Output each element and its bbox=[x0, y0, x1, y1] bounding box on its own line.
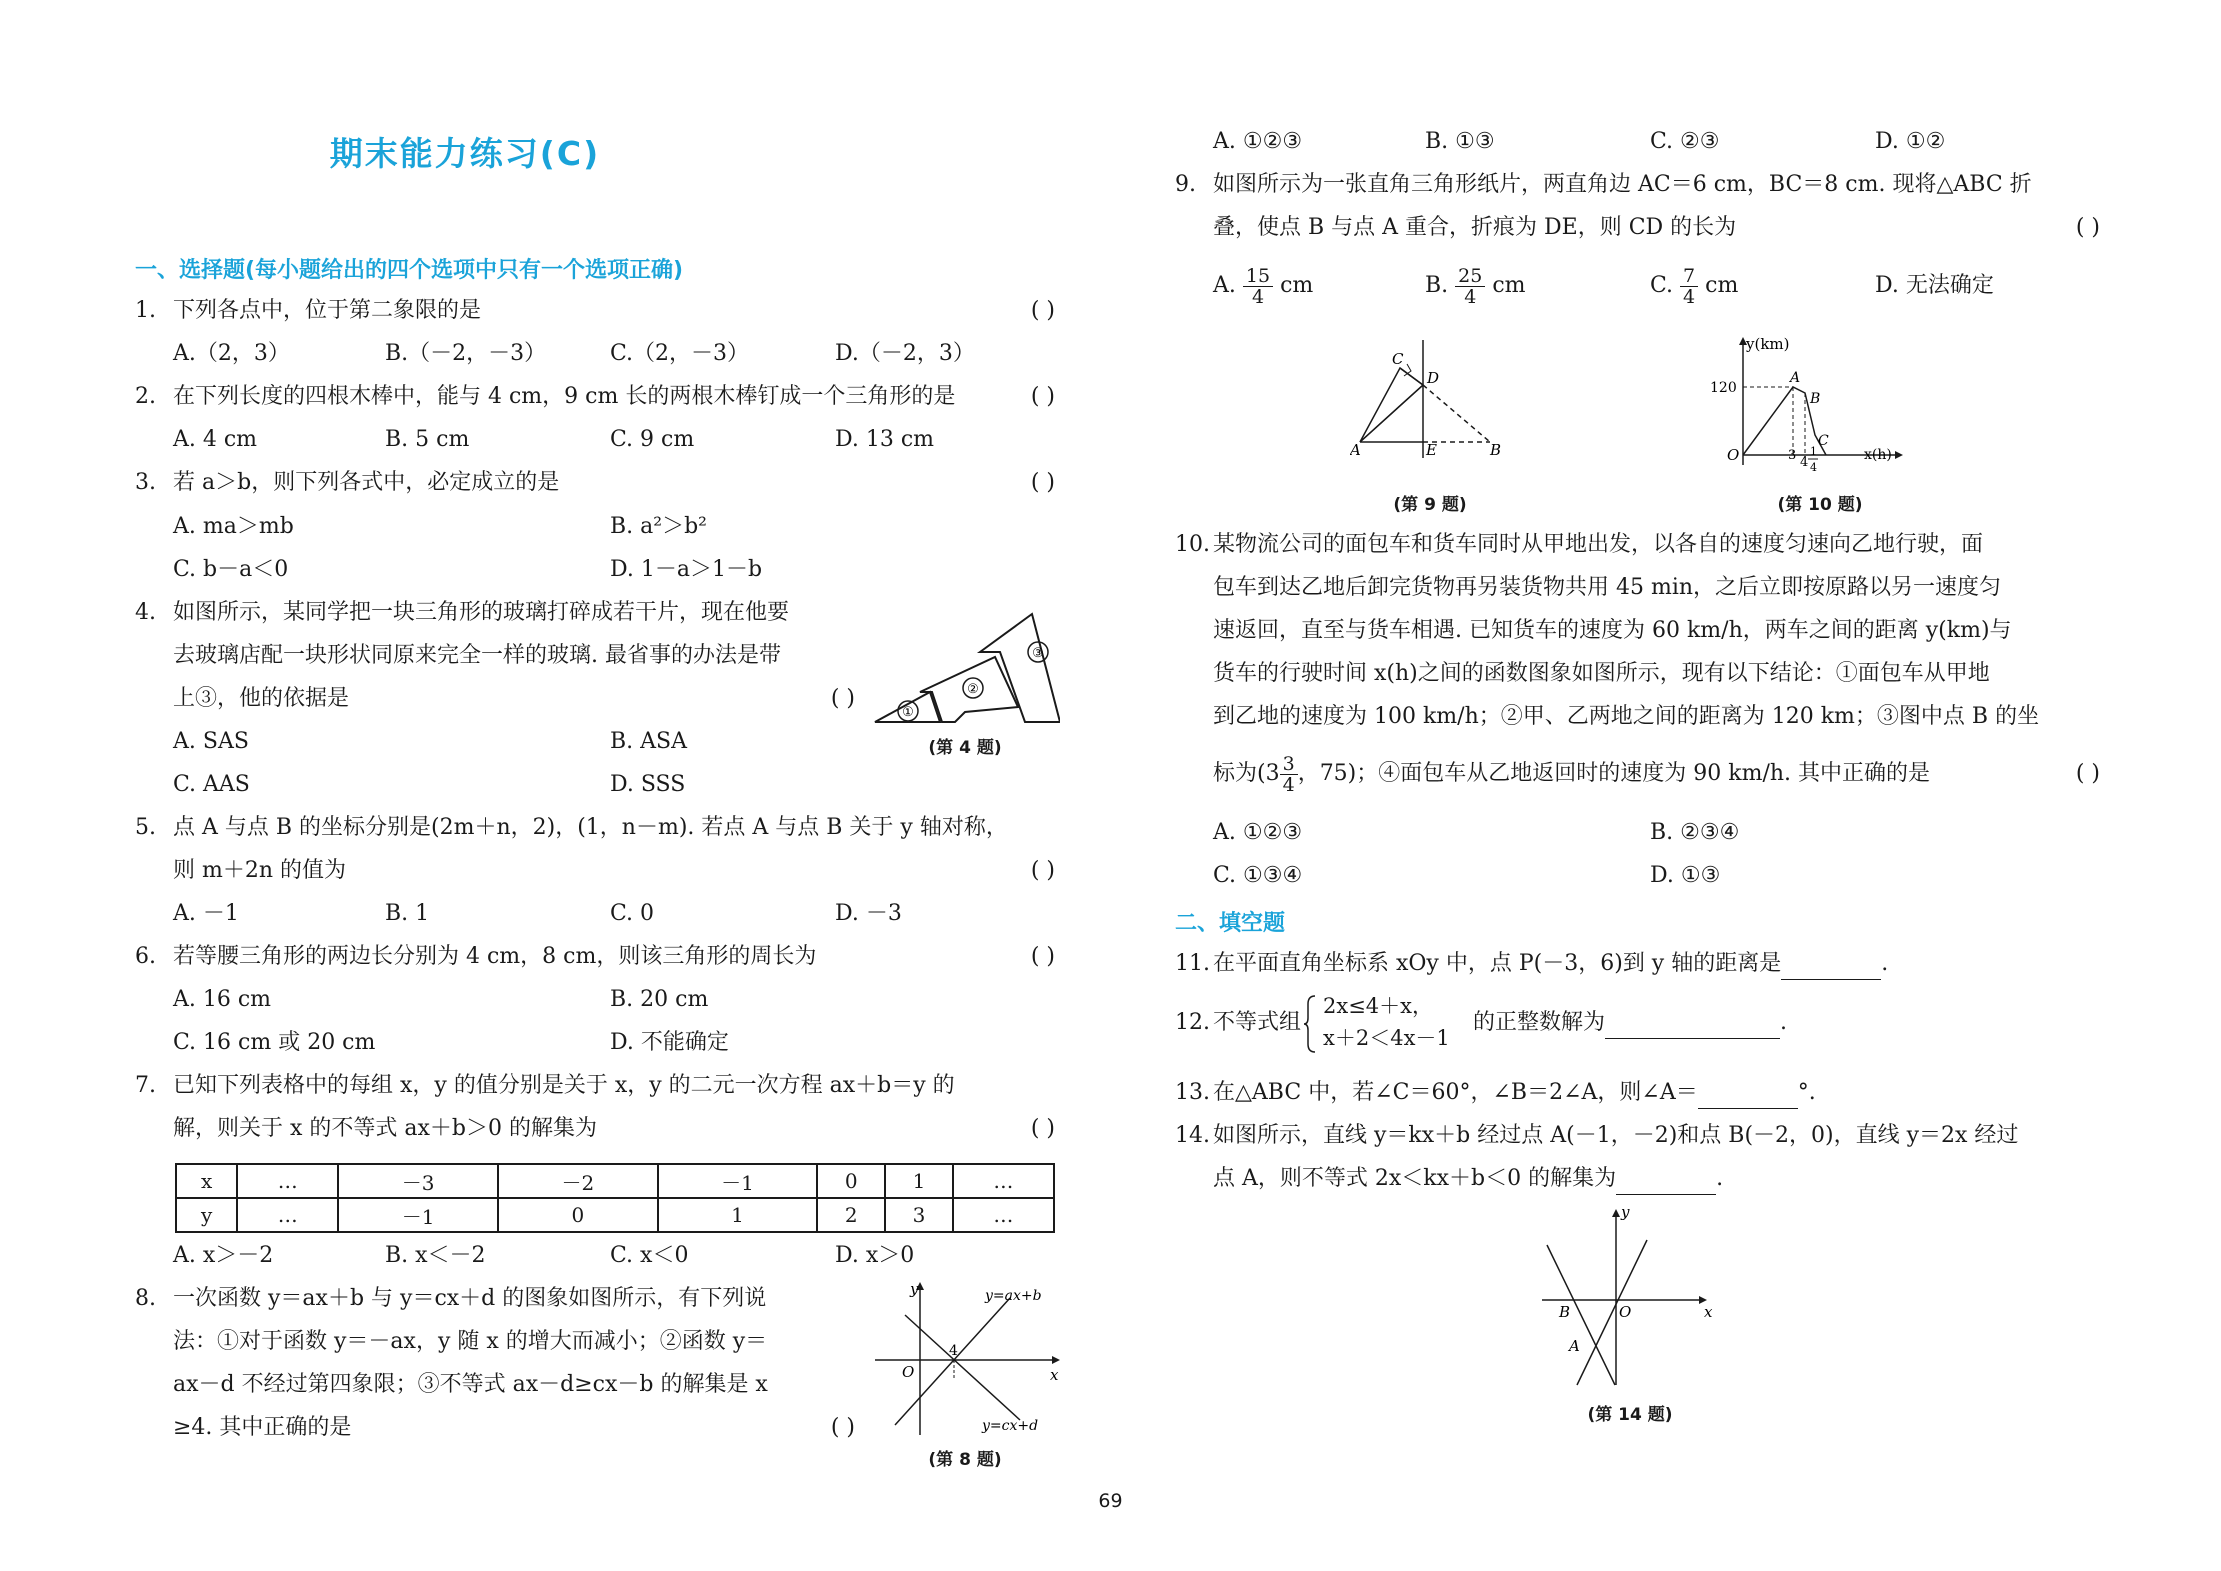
table-cell: 0 bbox=[498, 1198, 658, 1232]
segment-cd bbox=[1400, 368, 1423, 385]
option-b[interactable]: B. 20 cm bbox=[610, 987, 709, 1012]
page-title: 期末能力练习(C) bbox=[329, 134, 601, 173]
question-number: 3. bbox=[135, 470, 156, 495]
option-b[interactable]: B. ①③ bbox=[1425, 129, 1495, 154]
tick-frac-den: 4 bbox=[1810, 461, 1817, 474]
option-a[interactable]: A. 4 cm bbox=[173, 427, 258, 452]
glass-fragments-figure bbox=[870, 612, 1060, 727]
question-text: 速返回，直至与货车相遇. 已知货车的速度为 60 km/h，两车之间的距离 y(km)与 bbox=[1213, 618, 2012, 643]
fig-label-2: ② bbox=[967, 682, 979, 697]
unit: cm bbox=[1492, 273, 1526, 298]
folded-triangle-figure bbox=[1350, 340, 1540, 460]
option-a[interactable]: A. 16 cm bbox=[173, 987, 272, 1012]
question-text bbox=[1213, 949, 1888, 980]
question-text: 如图所示，直线 y＝kx＋b 经过点 A(－1，－2)和点 B(－2，0)，直线 y＝2x 经过 bbox=[1213, 1123, 2019, 1148]
question-text: 某物流公司的面包车和货车同时从甲地出发，以各自的速度匀速向乙地行驶，面 bbox=[1213, 532, 1984, 557]
question-number: 8. bbox=[135, 1286, 156, 1311]
answer-bracket[interactable]: ( ) bbox=[2075, 215, 2100, 240]
question-text: 到乙地的速度为 100 km/h；②甲、乙两地之间的距离为 120 km；③图中点 B 的坐 bbox=[1213, 704, 2040, 729]
line-kx-b bbox=[1547, 1245, 1615, 1385]
answer-bracket[interactable]: ( ) bbox=[1030, 470, 1055, 495]
answer-bracket[interactable]: ( ) bbox=[1030, 1116, 1055, 1141]
point-b: B bbox=[1810, 391, 1821, 407]
linear-functions-figure bbox=[870, 1280, 1060, 1440]
table-cell: －3 bbox=[338, 1164, 498, 1198]
answer-bracket[interactable]: ( ) bbox=[2075, 761, 2100, 786]
question-number: 5. bbox=[135, 815, 156, 840]
question-text: 下列各点中，位于第二象限的是 bbox=[173, 298, 482, 323]
option-c[interactable] bbox=[1650, 262, 1738, 310]
option-c[interactable]: C.（2，－3） bbox=[610, 341, 750, 366]
answer-bracket[interactable]: ( ) bbox=[1030, 858, 1055, 883]
x-axis-arrow bbox=[1895, 451, 1903, 459]
option-c[interactable]: C. ②③ bbox=[1650, 129, 1720, 154]
point-a: A bbox=[1790, 370, 1801, 386]
figure-caption-10: (第 10 题) bbox=[1777, 495, 1863, 515]
question-text: 已知下列表格中的每组 x，y 的值分别是关于 x，y 的二元一次方程 ax＋b＝y 的 bbox=[173, 1073, 955, 1098]
answer-blank[interactable] bbox=[1698, 1078, 1798, 1109]
tick-120: 120 bbox=[1710, 380, 1737, 396]
intersection-x-label: 4 bbox=[949, 1343, 958, 1359]
inequality-1: 2x≤4＋x， bbox=[1323, 994, 1434, 1018]
question-text: 法：①对于函数 y＝－ax，y 随 x 的增大而减小；②函数 y＝ bbox=[173, 1329, 768, 1354]
question-10-line6 bbox=[1175, 752, 2100, 796]
question-text: 则 m＋2n 的值为 bbox=[173, 858, 347, 883]
option-d[interactable]: D.（－2，3） bbox=[835, 341, 975, 366]
question-text: 不等式组 bbox=[1213, 1010, 1302, 1035]
fragment-3 bbox=[980, 614, 1060, 722]
y-axis-label: y bbox=[1621, 1205, 1630, 1221]
question-text: ax－d 不经过第四象限；③不等式 ax－d≥cx－b 的解集是 x bbox=[173, 1372, 768, 1397]
table-cell: 3 bbox=[885, 1198, 953, 1232]
table-cell: y bbox=[176, 1198, 237, 1232]
option-a[interactable]: A. SAS bbox=[173, 729, 249, 754]
question-text: 去玻璃店配一块形状同原来完全一样的玻璃. 最省事的办法是带 bbox=[173, 643, 781, 668]
option-letter: B. bbox=[1425, 273, 1449, 298]
option-a[interactable]: A. x＞－2 bbox=[173, 1243, 274, 1268]
question-number: 1. bbox=[135, 298, 156, 323]
option-d[interactable]: D. ①③ bbox=[1650, 863, 1721, 888]
option-d[interactable] bbox=[1875, 262, 1994, 310]
x-axis-label: x bbox=[1050, 1366, 1059, 1384]
table-cell: 0 bbox=[817, 1164, 885, 1198]
question-text: 一次函数 y＝ax＋b 与 y＝cx＋d 的图象如图所示，有下列说 bbox=[173, 1286, 767, 1311]
text-segment: 标为(3 bbox=[1213, 761, 1280, 786]
table-cell: 1 bbox=[885, 1164, 953, 1198]
option-d[interactable]: D. 1－a＞1－b bbox=[610, 557, 763, 582]
question-12 bbox=[1175, 990, 2100, 1056]
triangle-acd bbox=[1360, 368, 1423, 442]
fraction bbox=[1243, 266, 1273, 307]
question-text bbox=[1213, 752, 1930, 796]
text-segment: 在平面直角坐标系 xOy 中，点 P(－3，6)到 y 轴的距离是 bbox=[1213, 951, 1782, 976]
question-text: 若 a＞b，则下列各式中，必定成立的是 bbox=[173, 470, 560, 495]
question-number: 4. bbox=[135, 600, 156, 625]
answer-blank[interactable] bbox=[1605, 1008, 1780, 1039]
option-b[interactable]: B. 5 cm bbox=[385, 427, 470, 452]
table-cell: －1 bbox=[338, 1198, 498, 1232]
question-text: 上③，他的依据是 bbox=[173, 686, 350, 711]
table-cell: … bbox=[237, 1198, 338, 1232]
tick-3: 3 bbox=[1788, 448, 1797, 463]
option-d[interactable]: D. 13 cm bbox=[835, 427, 935, 452]
table-cell: －1 bbox=[658, 1164, 818, 1198]
question-number: 10. bbox=[1175, 532, 1210, 557]
unit: cm bbox=[1280, 273, 1314, 298]
vertex-b: B bbox=[1490, 441, 1502, 459]
question-number: 14. bbox=[1175, 1123, 1210, 1148]
option-b[interactable]: B. a²＞b² bbox=[610, 514, 707, 539]
table-cell: … bbox=[953, 1198, 1054, 1232]
question-text: 货车的行驶时间 x(h)之间的函数图象如图所示，现有以下结论：①面包车从甲地 bbox=[1213, 661, 1990, 686]
option-b[interactable]: B. ②③④ bbox=[1650, 820, 1740, 845]
fold-line-ad bbox=[1360, 385, 1423, 442]
denominator: 4 bbox=[1683, 285, 1696, 308]
option-c[interactable]: C. 0 bbox=[610, 901, 655, 926]
origin-label: O bbox=[902, 1363, 915, 1381]
option-b[interactable]: B. 1 bbox=[385, 901, 430, 926]
question-number: 9. bbox=[1175, 172, 1196, 197]
numerator: 7 bbox=[1680, 266, 1698, 287]
table-cell: 2 bbox=[817, 1198, 885, 1232]
mixed-fraction bbox=[1280, 754, 1298, 795]
option-a[interactable]: A. ①②③ bbox=[1213, 820, 1303, 845]
question-text-tail bbox=[1473, 1008, 1787, 1039]
option-letter: C. bbox=[1650, 273, 1674, 298]
answer-blank[interactable] bbox=[1781, 949, 1881, 980]
point-a-label: A bbox=[1569, 1337, 1580, 1355]
question-number: 7. bbox=[135, 1073, 156, 1098]
option-b[interactable]: B.（－2，－3） bbox=[385, 341, 547, 366]
numerator: 3 bbox=[1280, 754, 1298, 775]
denominator: 4 bbox=[1282, 773, 1295, 796]
point-c: C bbox=[1818, 433, 1829, 449]
option-c[interactable]: C. x＜0 bbox=[610, 1243, 689, 1268]
vertex-a: A bbox=[1350, 441, 1361, 459]
option-letter: D. bbox=[1875, 273, 1899, 298]
line-cx-d-label: y=cx+d bbox=[982, 1418, 1039, 1434]
y-axis-label: y bbox=[910, 1280, 919, 1298]
answer-bracket[interactable]: ( ) bbox=[830, 1415, 855, 1440]
question-number: 6. bbox=[135, 944, 156, 969]
question-text: 点 A 与点 B 的坐标分别是(2m＋n，2)，(1，n－m). 若点 A 与点 B 关于 y 轴对称， bbox=[173, 815, 1008, 840]
question-text: 如图所示为一张直角三角形纸片，两直角边 AC＝6 cm，BC＝8 cm. 现将△ABC 折 bbox=[1213, 172, 2032, 197]
answer-bracket[interactable]: ( ) bbox=[830, 686, 855, 711]
option-c[interactable]: C. AAS bbox=[173, 772, 250, 797]
option-c[interactable]: C. ①③④ bbox=[1213, 863, 1303, 888]
option-d[interactable]: D. ①② bbox=[1875, 129, 1946, 154]
option-c[interactable]: C. 9 cm bbox=[610, 427, 695, 452]
text-segment: °. bbox=[1797, 1080, 1816, 1105]
vertex-e: E bbox=[1426, 441, 1437, 459]
section-heading-choice: 一、选择题(每小题给出的四个选项中只有一个选项正确) bbox=[135, 258, 684, 283]
option-c[interactable]: C. 16 cm 或 20 cm bbox=[173, 1030, 376, 1055]
line-ax-b bbox=[895, 1298, 1010, 1425]
question-text: 在下列长度的四根木棒中，能与 4 cm，9 cm 长的两根木棒钉成一个三角形的是 bbox=[173, 384, 956, 409]
numerator: 15 bbox=[1243, 266, 1273, 287]
origin-label: O bbox=[1727, 446, 1740, 464]
x-axis-label: x(h) bbox=[1864, 447, 1892, 463]
question-9-options bbox=[1175, 262, 2100, 310]
answer-bracket[interactable]: ( ) bbox=[1030, 944, 1055, 969]
answer-bracket[interactable]: ( ) bbox=[1030, 384, 1055, 409]
origin-label: O bbox=[1619, 1303, 1632, 1321]
numerator: 25 bbox=[1455, 266, 1485, 287]
option-b[interactable]: B. x＜－2 bbox=[385, 1243, 486, 1268]
table-cell: … bbox=[237, 1164, 338, 1198]
text-segment: . bbox=[1881, 951, 1889, 976]
question-text: 叠，使点 B 与点 A 重合，折痕为 DE，则 CD 的长为 bbox=[1213, 215, 1737, 240]
x-axis-label: x bbox=[1704, 1303, 1713, 1321]
table-cell: 1 bbox=[658, 1198, 818, 1232]
question-text: 包车到达乙地后卸完货物再另装货物共用 45 min，之后立即按原路以另一速度匀 bbox=[1213, 575, 2002, 600]
y-axis-label: y(km) bbox=[1746, 335, 1790, 353]
denominator: 4 bbox=[1464, 285, 1477, 308]
option-a[interactable]: A.（2，3） bbox=[173, 341, 290, 366]
option-a[interactable]: A. ①②③ bbox=[1213, 129, 1303, 154]
point-b-label: B bbox=[1559, 1303, 1571, 1321]
figure-caption-14: (第 14 题) bbox=[1587, 1405, 1673, 1425]
vertex-c: C bbox=[1392, 350, 1404, 368]
tick-4: 4 bbox=[1800, 455, 1809, 470]
option-a[interactable]: A. ma＞mb bbox=[173, 514, 294, 539]
option-b[interactable]: B. ASA bbox=[610, 729, 687, 754]
fig-label-1: ① bbox=[902, 705, 914, 720]
line-2x bbox=[1577, 1240, 1647, 1385]
text-segment: . bbox=[1780, 1010, 1788, 1035]
figure-caption-9: (第 9 题) bbox=[1393, 495, 1467, 515]
question-number: 11. bbox=[1175, 951, 1210, 976]
figure-caption-4: (第 4 题) bbox=[928, 738, 1002, 758]
fraction bbox=[1455, 266, 1485, 307]
inequality-system bbox=[1323, 990, 1450, 1054]
question-text: ≥4. 其中正确的是 bbox=[173, 1415, 352, 1440]
question-number: 12. bbox=[1175, 1010, 1210, 1035]
option-d[interactable]: D. 不能确定 bbox=[610, 1030, 729, 1055]
answer-bracket[interactable]: ( ) bbox=[1030, 298, 1055, 323]
text-segment: 的正整数解为 bbox=[1473, 1010, 1606, 1035]
value-table bbox=[175, 1163, 1055, 1233]
question-text: 解，则关于 x 的不等式 ax＋b＞0 的解集为 bbox=[173, 1116, 597, 1141]
fig-label-3: ③ bbox=[1032, 646, 1044, 661]
x-axis-arrow bbox=[1052, 1356, 1060, 1364]
line-intersection-figure bbox=[1537, 1205, 1717, 1390]
option-c[interactable]: C. b－a＜0 bbox=[173, 557, 289, 582]
fraction bbox=[1680, 266, 1698, 307]
page-number: 69 bbox=[1098, 1490, 1123, 1512]
text-segment: 点 A，则不等式 2x＜kx＋b＜0 的解集为 bbox=[1213, 1166, 1617, 1191]
question-number: 13. bbox=[1175, 1080, 1210, 1105]
question-text bbox=[1213, 1164, 1723, 1195]
question-number: 2. bbox=[135, 384, 156, 409]
line-cx-d bbox=[905, 1315, 1020, 1420]
vertex-d: D bbox=[1427, 369, 1440, 387]
option-a[interactable] bbox=[1213, 262, 1313, 310]
table-cell: … bbox=[953, 1164, 1054, 1198]
denominator: 4 bbox=[1251, 285, 1265, 308]
distance-time-graph bbox=[1710, 335, 1910, 485]
system-brace bbox=[1303, 994, 1317, 1054]
option-letter: A. bbox=[1213, 273, 1236, 298]
tick-frac-num: 1 bbox=[1810, 445, 1817, 458]
table-cell: x bbox=[176, 1164, 237, 1198]
figure-caption-8: (第 8 题) bbox=[928, 1450, 1002, 1470]
option-d[interactable]: D. x＞0 bbox=[835, 1243, 915, 1268]
option-d[interactable]: D. SSS bbox=[610, 772, 686, 797]
question-text: 若等腰三角形的两边长分别为 4 cm，8 cm，则该三角形的周长为 bbox=[173, 944, 817, 969]
question-text: 如图所示，某同学把一块三角形的玻璃打碎成若干片，现在他要 bbox=[173, 600, 790, 625]
segment-db bbox=[1423, 385, 1490, 442]
text-segment: 在△ABC 中，若∠C＝60°，∠B＝2∠A，则∠A＝ bbox=[1213, 1080, 1698, 1105]
y-axis-arrow bbox=[1612, 1209, 1620, 1217]
text-segment: . bbox=[1716, 1166, 1724, 1191]
option-a[interactable]: A. －1 bbox=[173, 901, 239, 926]
table-cell: －2 bbox=[498, 1164, 658, 1198]
question-text bbox=[1213, 1078, 1816, 1109]
unit: cm bbox=[1705, 273, 1739, 298]
section-heading-fill: 二、填空题 bbox=[1175, 911, 1286, 936]
line-ax-b-label: y=ax+b bbox=[985, 1288, 1042, 1304]
text-segment: ，75)；④面包车从乙地返回时的速度为 90 km/h. 其中正确的是 bbox=[1297, 761, 1931, 786]
table-row bbox=[176, 1164, 1054, 1198]
table-row bbox=[176, 1198, 1054, 1232]
option-d[interactable]: D. －3 bbox=[835, 901, 902, 926]
option-text: 无法确定 bbox=[1905, 273, 1994, 298]
answer-blank[interactable] bbox=[1616, 1164, 1716, 1195]
option-b[interactable] bbox=[1425, 262, 1526, 310]
inequality-2: x＋2＜4x－1 bbox=[1323, 1026, 1450, 1050]
